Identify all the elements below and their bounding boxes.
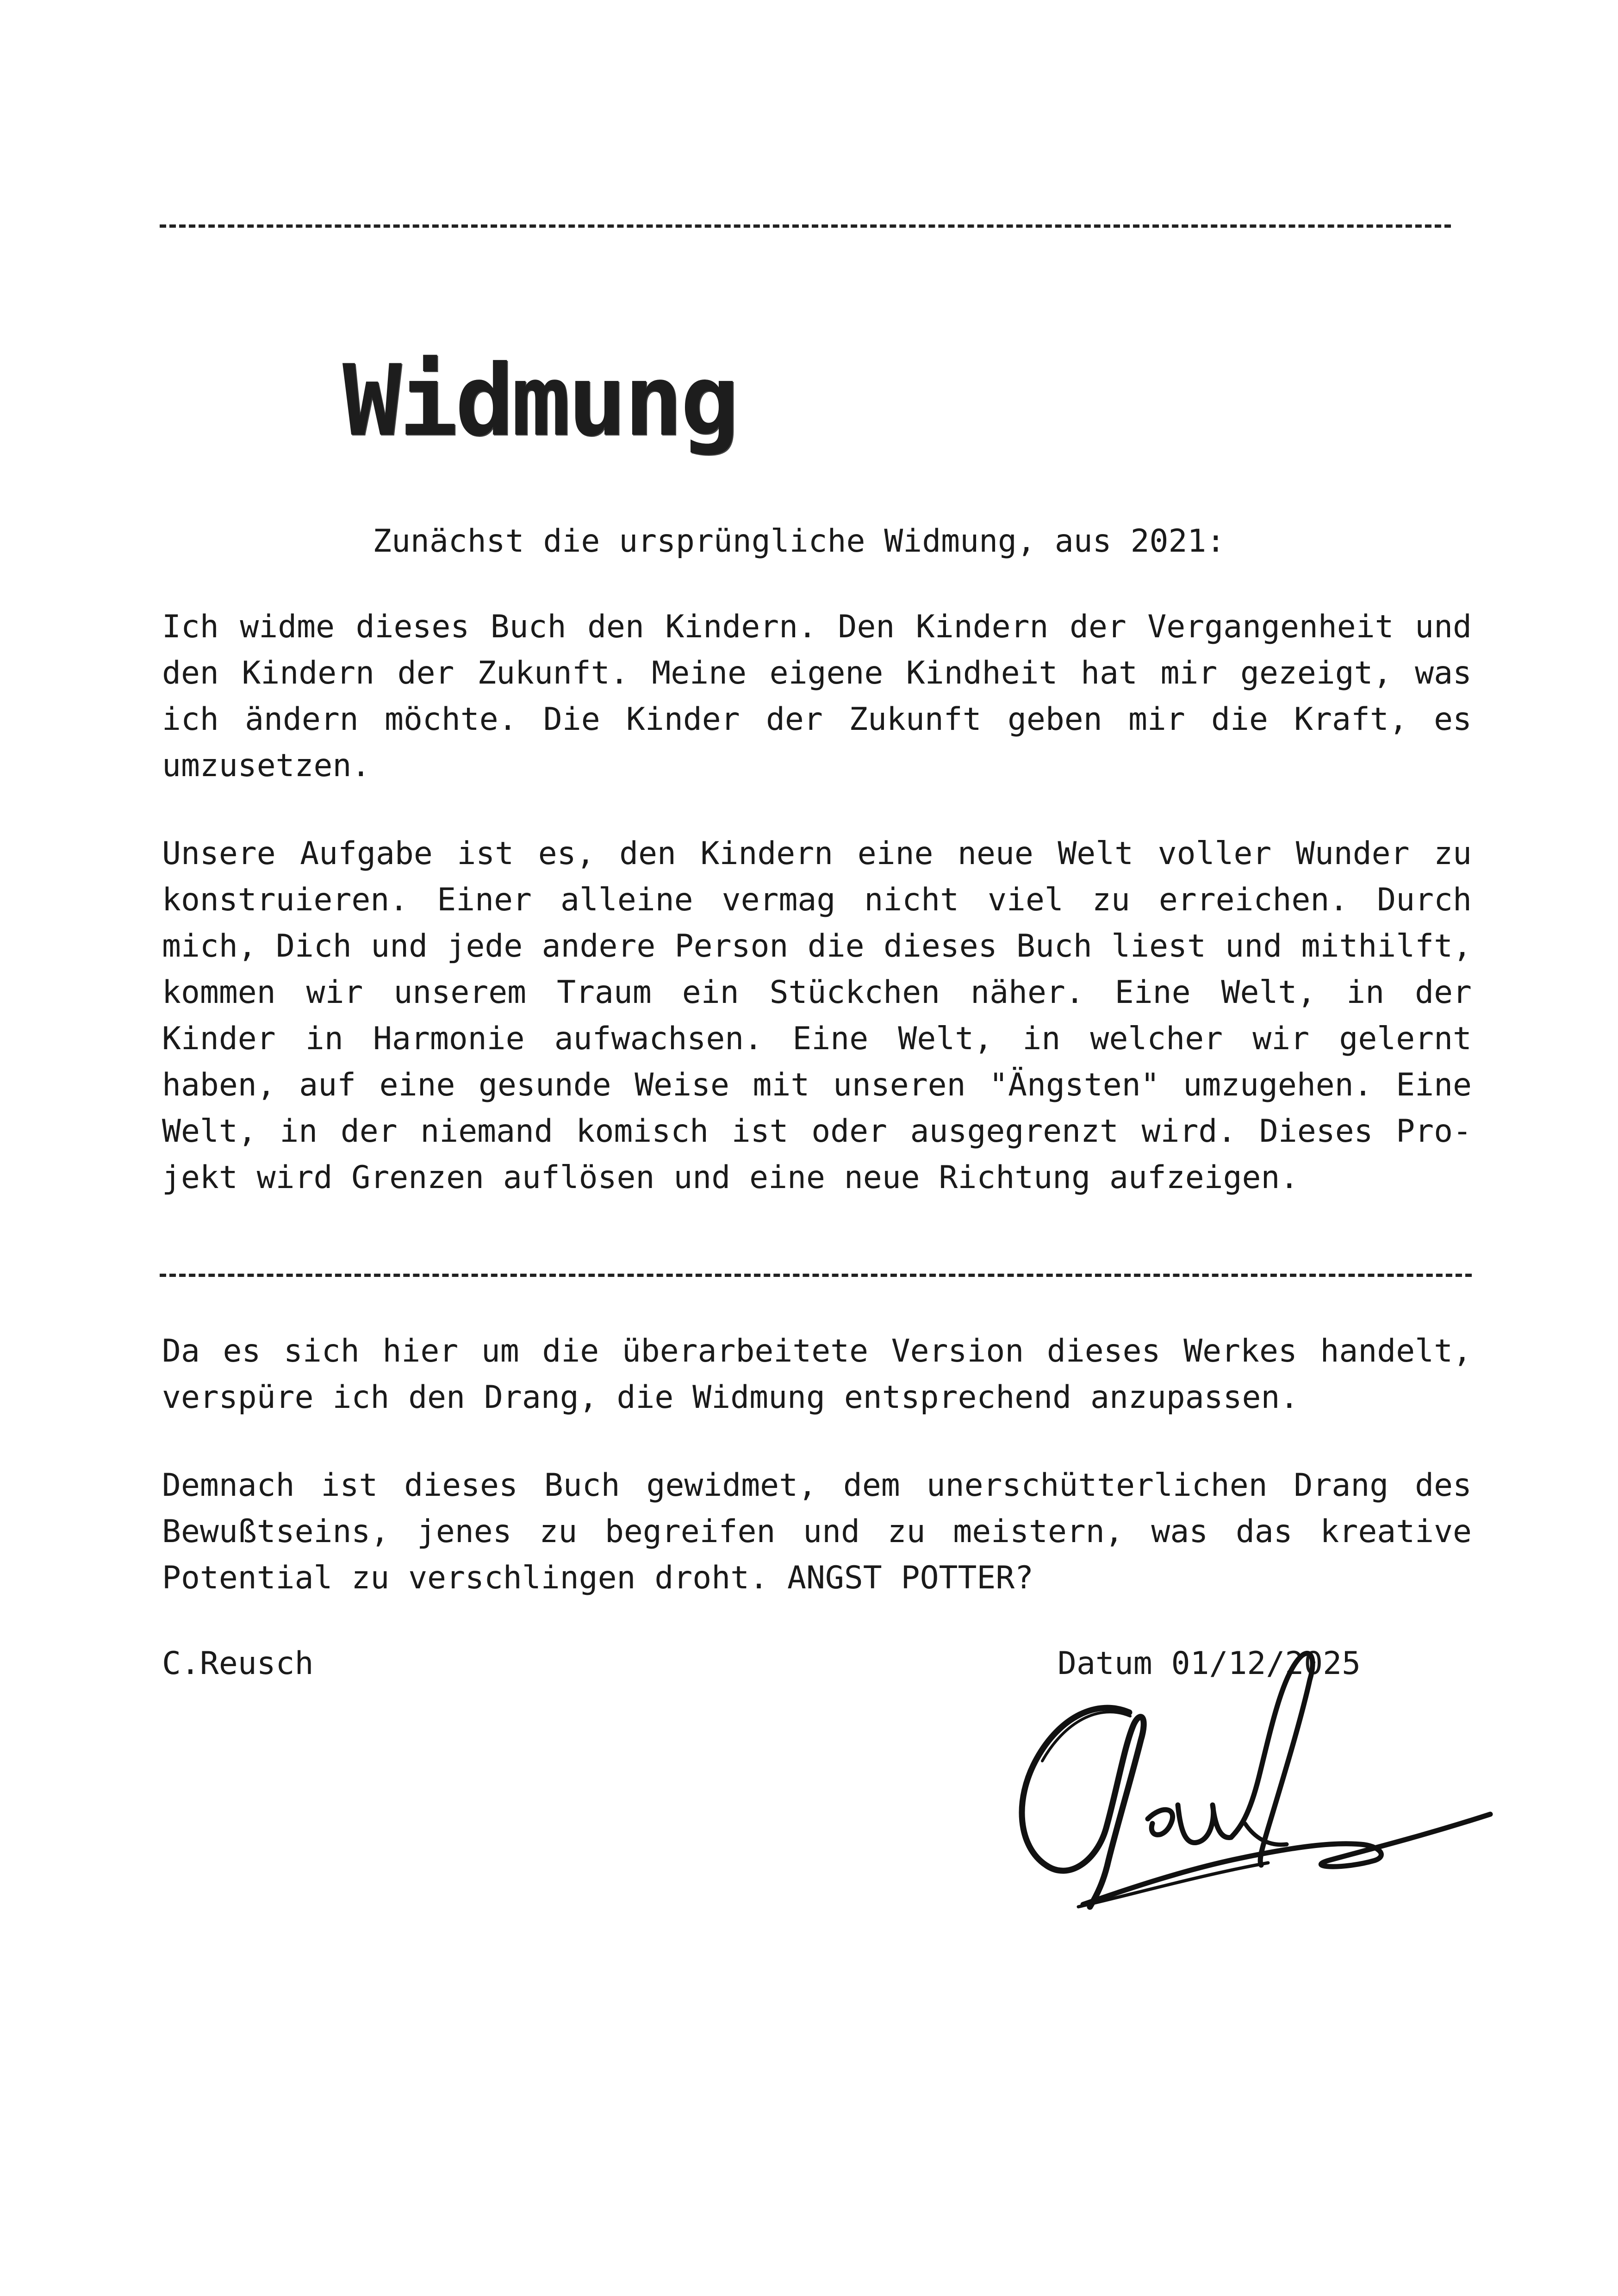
text-line: kommen wir unserem Traum ein Stückchen näher. Eine Welt, in der	[162, 974, 1472, 1011]
text-line: jekt wird Grenzen auflösen und eine neue Richtung aufzeigen.	[162, 1159, 1299, 1196]
text-line: Potential zu verschlingen droht. ANGST POTTER?	[162, 1560, 1034, 1596]
paragraph-mission	[162, 831, 1472, 1201]
paragraph-new-dedication	[162, 1462, 1472, 1601]
text-line: Kinder in Harmonie aufwachsen. Eine Welt, in welcher wir gelernt	[162, 1020, 1472, 1057]
text-line: Ich widme dieses Buch den Kindern. Den Kindern der Vergangenheit und	[162, 609, 1472, 645]
paragraph-original-dedication	[162, 604, 1472, 789]
text-line: umzusetzen.	[162, 747, 371, 784]
divider-middle	[160, 1274, 1472, 1277]
author-name: C.Reusch	[162, 1645, 314, 1682]
intro-line: Zunächst die ursprüngliche Widmung, aus 2021:	[373, 523, 1226, 560]
text-line: mich, Dich und jede andere Person die dieses Buch liest und mithilft,	[162, 928, 1472, 964]
text-line: ich ändern möchte. Die Kinder der Zukunft geben mir die Kraft, es	[162, 701, 1472, 738]
text-line: haben, auf eine gesunde Weise mit unseren "Ängsten" umzugehen. Eine	[162, 1067, 1472, 1103]
date-line: Datum 01/12/2025	[1058, 1645, 1361, 1682]
text-line: Demnach ist dieses Buch gewidmet, dem unerschütterlichen Drang des	[162, 1467, 1472, 1504]
text-line: konstruieren. Einer alleine vermag nicht viel zu erreichen. Durch	[162, 882, 1472, 918]
divider-top	[160, 224, 1451, 228]
text-line: Bewußtseins, jenes zu begreifen und zu meistern, was das kreative	[162, 1513, 1472, 1550]
paragraph-revision-note	[162, 1328, 1472, 1421]
handwritten-signature	[1009, 1629, 1500, 1944]
page-title: Widmung	[342, 343, 737, 458]
text-line: Da es sich hier um die überarbeitete Version dieses Werkes handelt,	[162, 1333, 1472, 1369]
text-line: Unsere Aufgabe ist es, den Kindern eine neue Welt voller Wunder zu	[162, 835, 1472, 872]
text-line: den Kindern der Zukunft. Meine eigene Kindheit hat mir gezeigt, was	[162, 655, 1472, 691]
text-line: verspüre ich den Drang, die Widmung entsprechend anzupassen.	[162, 1379, 1299, 1416]
text-line: Welt, in der niemand komisch ist oder ausgegrenzt wird. Dieses Pro-	[162, 1113, 1472, 1150]
